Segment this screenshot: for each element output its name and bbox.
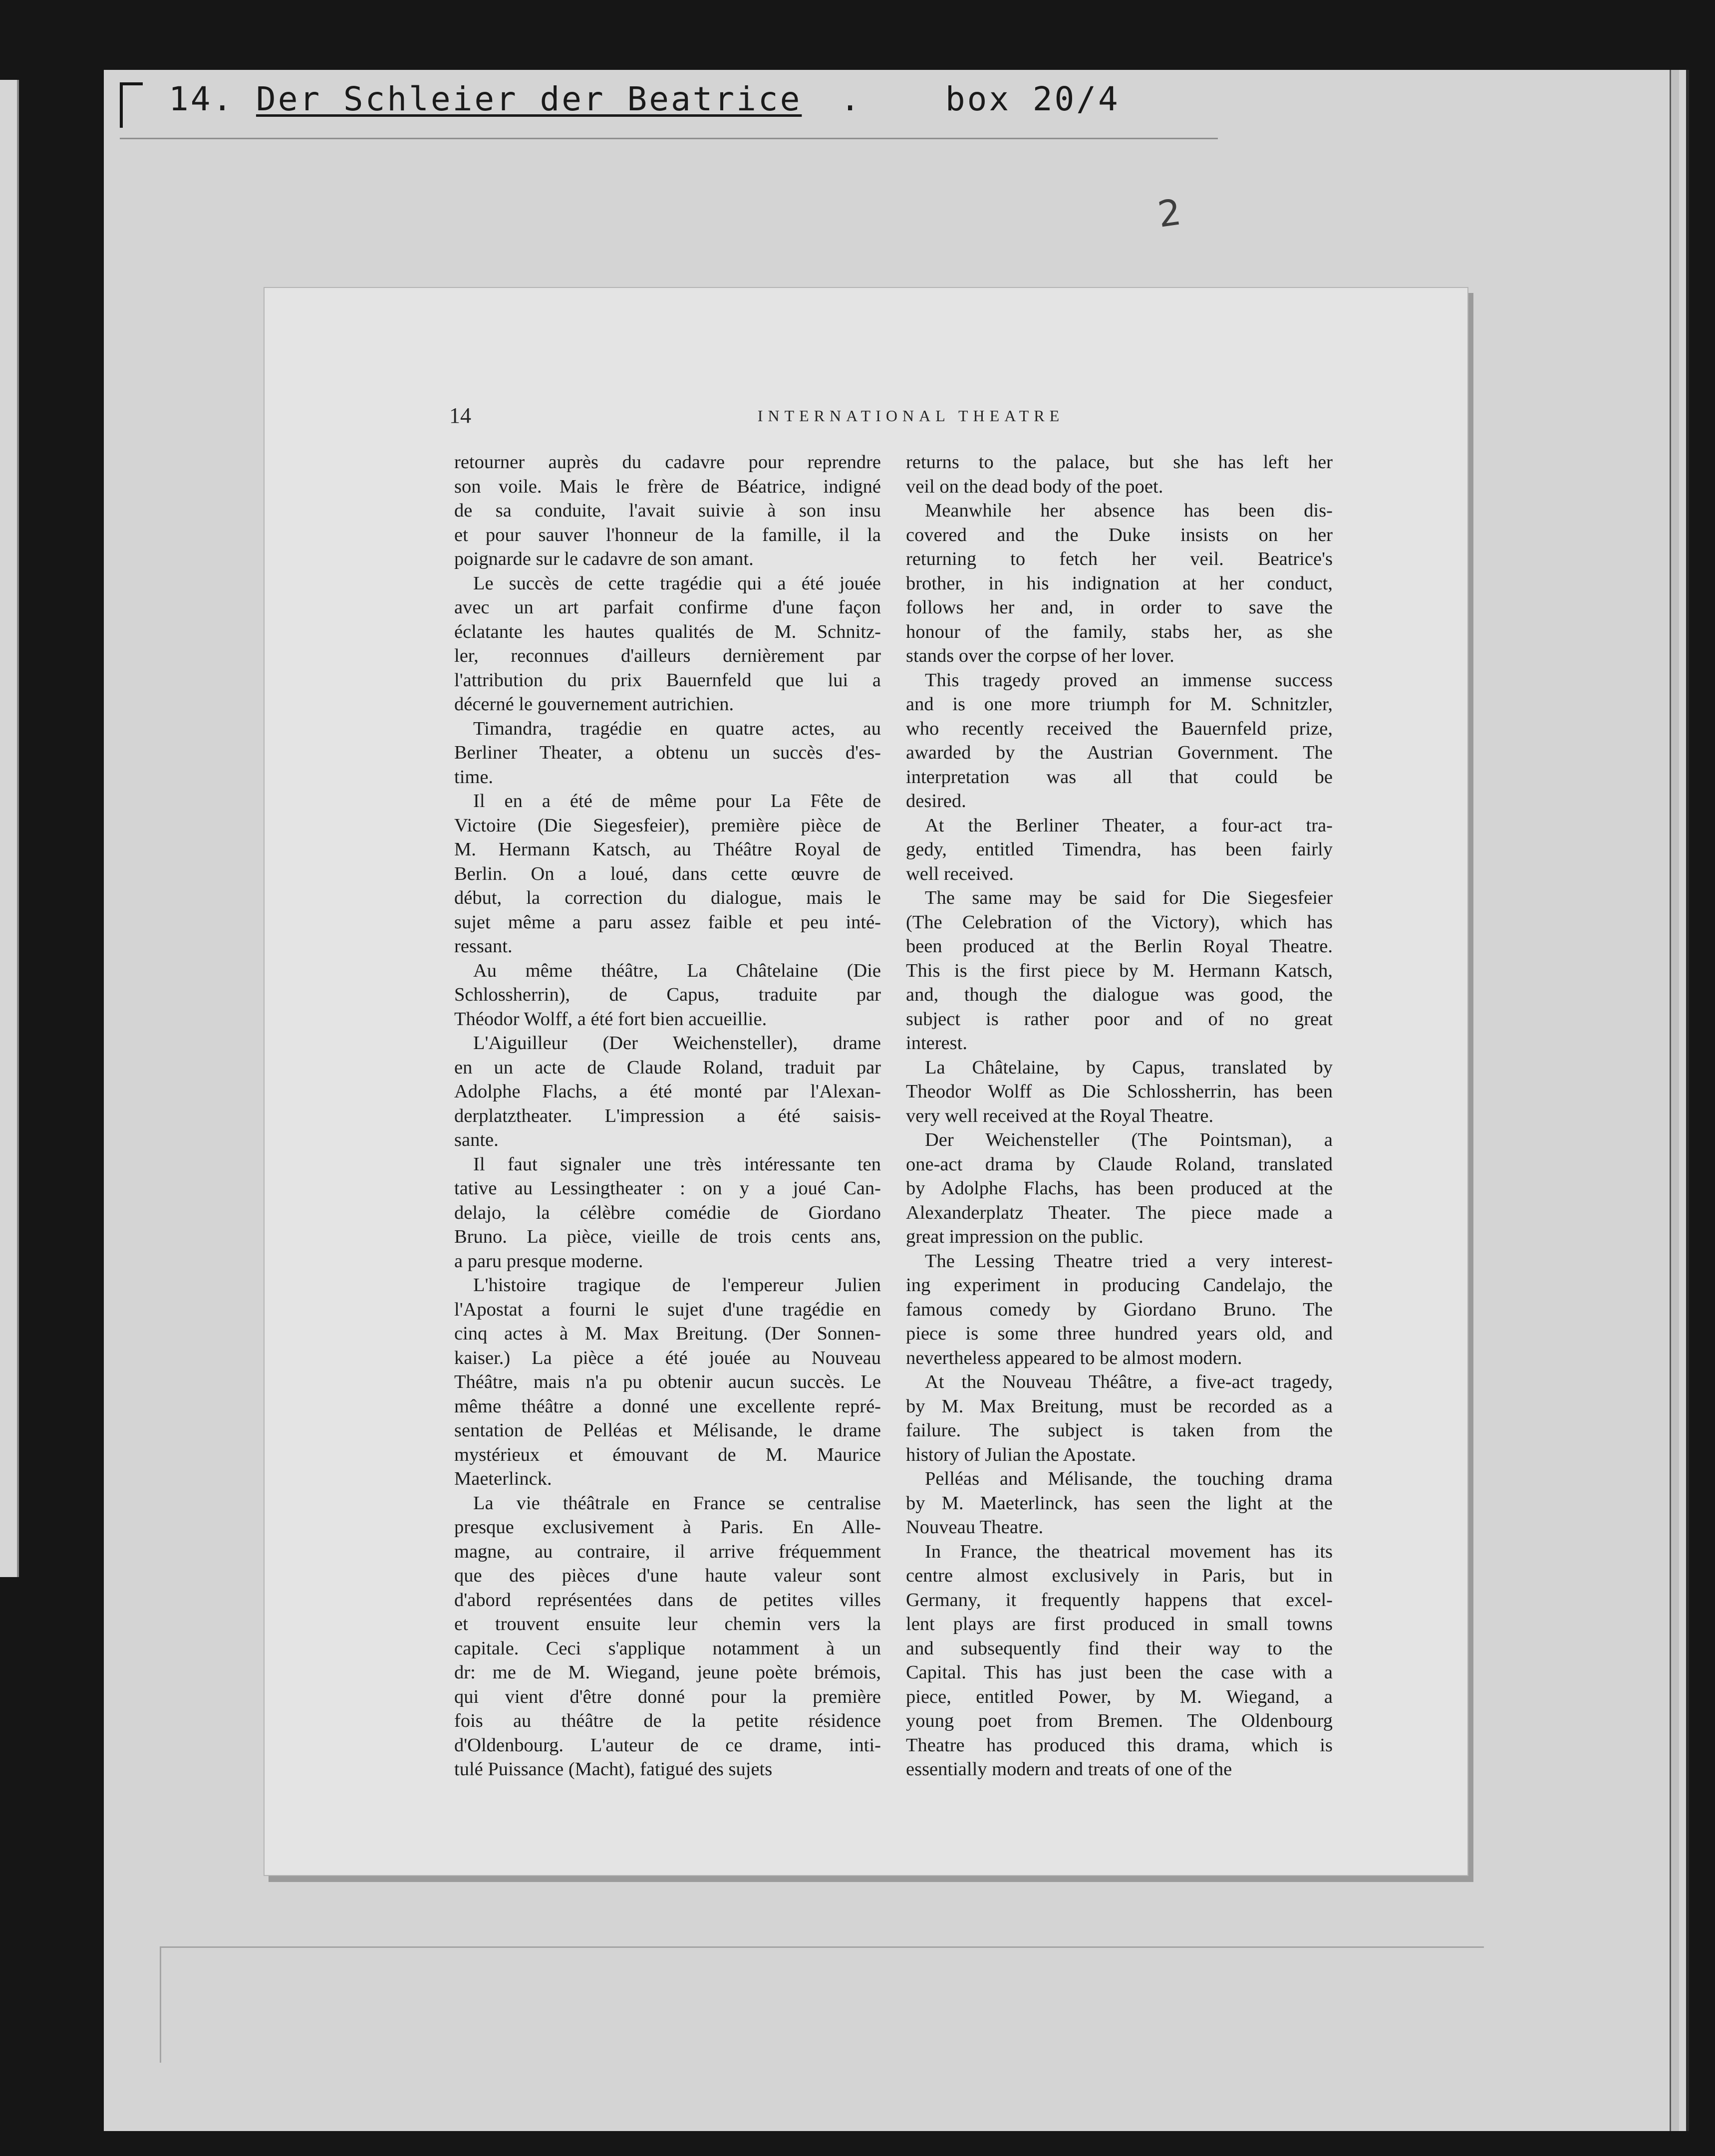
- text-line: subject is rather poor and of no great: [906, 1008, 1333, 1030]
- text-line: l'attribution du prix Bauernfeld que lui a: [454, 669, 881, 691]
- text-line: one-act drama by Claude Roland, translated: [906, 1153, 1333, 1175]
- text-line: desired.: [906, 791, 966, 811]
- text-line: interest.: [906, 1033, 967, 1054]
- text-line: gedy, entitled Timendra, has been fairly: [906, 839, 1333, 860]
- text-line: Theatre has produced this drama, which is: [906, 1734, 1333, 1756]
- text-line: début, la correction du dialogue, mais le: [454, 887, 881, 908]
- adjacent-sheet-edge: [0, 80, 19, 1577]
- text-line: tulé Puissance (Macht), fatigué des sujets: [454, 1759, 773, 1780]
- header-rule: [120, 138, 1218, 139]
- text-line: time.: [454, 766, 494, 788]
- text-line: Theodor Wolff as Die Schlossherrin, has been: [906, 1081, 1333, 1102]
- text-line: The Lessing Theatre tried a very interest-: [925, 1250, 1333, 1272]
- text-line: La vie théâtrale en France se centralise: [473, 1492, 881, 1514]
- text-line: qui vient d'être donné pour la première: [454, 1686, 881, 1707]
- text-line: ing experiment in producing Candelajo, the: [906, 1275, 1333, 1296]
- english-column: [906, 450, 1333, 1782]
- text-line: Berliner Theater, a obtenu un succès d'es-: [454, 742, 881, 763]
- text-line: by M. Maeterlinck, has seen the light at the: [906, 1492, 1333, 1514]
- text-line: fois au théâtre de la petite résidence: [454, 1710, 881, 1731]
- journal-title: INTERNATIONAL THEATRE: [757, 407, 1065, 425]
- text-line: Pelléas and Mélisande, the touching drama: [925, 1468, 1333, 1489]
- text-line: who recently received the Bauernfeld prize,: [906, 718, 1333, 739]
- text-line: history of Julian the Apostate.: [906, 1444, 1136, 1465]
- text-line: honour of the family, stabs her, as she: [906, 621, 1333, 642]
- text-line: retourner auprès du cadavre pour reprendre: [454, 452, 881, 473]
- text-line: ressant.: [454, 936, 513, 957]
- text-line: famous comedy by Giordano Bruno. The: [906, 1299, 1333, 1320]
- text-line: en un acte de Claude Roland, traduit par: [454, 1057, 881, 1078]
- text-line: mystérieux et émouvant de M. Maurice: [454, 1444, 881, 1465]
- text-line: Berlin. On a loué, dans cette œuvre de: [454, 863, 881, 884]
- text-line: The same may be said for Die Siegesfeier: [925, 887, 1333, 908]
- text-line: brother, in his indignation at her conduct,: [906, 572, 1333, 594]
- mount-underlay-outline: [160, 1946, 1484, 2063]
- text-line: and subsequently find their way to the: [906, 1637, 1333, 1659]
- text-line: capitale. Ceci s'applique notamment à un: [454, 1637, 881, 1659]
- text-line: sante.: [454, 1129, 499, 1150]
- text-line: avec un art parfait confirme d'une façon: [454, 597, 881, 618]
- text-line: by Adolphe Flachs, has been produced at the: [906, 1178, 1333, 1199]
- text-line: Germany, it frequently happens that excel-: [906, 1589, 1333, 1611]
- box-label: box 20/4: [945, 80, 1120, 118]
- text-line: d'Oldenbourg. L'auteur de ce drame, inti-: [454, 1734, 881, 1756]
- text-line: covered and the Duke insists on her: [906, 524, 1333, 545]
- pencil-mark: 2: [1155, 191, 1184, 236]
- text-line: well received.: [906, 863, 1014, 884]
- text-line: This tragedy proved an immense success: [925, 669, 1333, 691]
- text-line: and is one more triumph for M. Schnitzler,: [906, 694, 1333, 715]
- text-line: (The Celebration of the Victory), which has: [906, 911, 1333, 933]
- text-line: de sa conduite, l'avait suivie à son insu: [454, 500, 881, 521]
- text-line: lent plays are first produced in small towns: [906, 1614, 1333, 1634]
- clipped-page: [264, 287, 1468, 1876]
- text-line: stands over the corpse of her lover.: [906, 645, 1174, 666]
- text-line: Schlossherrin), de Capus, traduite par: [454, 984, 881, 1005]
- text-line: In France, the theatrical movement has its: [925, 1541, 1333, 1562]
- french-column: [454, 450, 881, 1782]
- folder-title: Der Schleier der Beatrice: [256, 80, 802, 118]
- text-line: follows her and, in order to save the: [906, 597, 1333, 618]
- text-line: Nouveau Theatre.: [906, 1517, 1044, 1538]
- text-line: kaiser.) La pièce a été jouée au Nouveau: [454, 1347, 881, 1368]
- text-line: presque exclusivement à Paris. En Alle-: [454, 1517, 881, 1538]
- text-line: que des pièces d'une haute valeur sont: [454, 1565, 881, 1586]
- text-line: a paru presque moderne.: [454, 1250, 643, 1272]
- text-line: At the Berliner Theater, a four-act tra-: [925, 814, 1333, 836]
- text-line: Victoire (Die Siegesfeier), première pièce de: [454, 814, 881, 836]
- text-line: failure. The subject is taken from the: [906, 1420, 1333, 1441]
- text-line: son voile. Mais le frère de Béatrice, indigné: [454, 476, 881, 497]
- text-line: nevertheless appeared to be almost modern.: [906, 1347, 1242, 1368]
- text-line: l'Apostat a fourni le sujet d'une tragédie en: [454, 1299, 881, 1320]
- text-line: piece is some three hundred years old, and: [906, 1323, 1333, 1344]
- text-line: même théâtre a donné une excellente repré-: [454, 1395, 881, 1417]
- text-line: Capital. This has just been the case with a: [906, 1662, 1333, 1683]
- text-line: returning to fetch her veil. Beatrice's: [906, 548, 1333, 569]
- text-line: Der Weichensteller (The Pointsman), a: [925, 1129, 1333, 1150]
- text-line: Le succès de cette tragédie qui a été jouée: [473, 572, 881, 594]
- text-line: éclatante les hautes qualités de M. Schnitz-: [454, 621, 881, 642]
- text-line: Timandra, tragédie en quatre actes, au: [473, 718, 881, 739]
- text-line: delajo, la célèbre comédie de Giordano: [454, 1202, 881, 1223]
- text-line: derplatztheater. L'impression a été saisis-: [454, 1105, 881, 1126]
- text-line: and, though the dialogue was good, the: [906, 984, 1333, 1005]
- text-line: young poet from Bremen. The Oldenbourg: [906, 1710, 1333, 1731]
- text-line: This is the first piece by M. Hermann Katsch,: [906, 960, 1333, 981]
- text-line: veil on the dead body of the poet.: [906, 476, 1163, 497]
- text-line: décerné le gouvernement autrichien.: [454, 694, 734, 715]
- text-line: very well received at the Royal Theatre.: [906, 1105, 1214, 1126]
- text-line: dr: me de M. Wiegand, jeune poète brémois,: [454, 1662, 881, 1683]
- text-line: Au même théâtre, La Châtelaine (Die: [473, 960, 881, 981]
- folder-header: [169, 80, 1120, 125]
- text-line: cinq actes à M. Max Breitung. (Der Sonnen-: [454, 1323, 881, 1344]
- running-head: [449, 403, 1308, 428]
- text-line: magne, au contraire, il arrive fréquemment: [454, 1541, 881, 1562]
- text-line: returns to the palace, but she has left her: [906, 452, 1333, 473]
- text-line: centre almost exclusively in Paris, but in: [906, 1565, 1333, 1586]
- text-line: d'abord représentées dans de petites villes: [454, 1589, 881, 1611]
- text-line: M. Hermann Katsch, au Théâtre Royal de: [454, 839, 881, 860]
- text-line: Bruno. La pièce, vieille de trois cents ans,: [454, 1226, 881, 1247]
- text-line: sentation de Pelléas et Mélisande, le drame: [454, 1420, 881, 1441]
- text-line: Adolphe Flachs, a été monté par l'Alexan-: [454, 1081, 881, 1102]
- text-line: piece, entitled Power, by M. Wiegand, a: [906, 1686, 1333, 1707]
- text-line: L'histoire tragique de l'empereur Julien: [473, 1275, 881, 1296]
- header-separator: .: [840, 80, 862, 118]
- text-line: Théâtre, mais n'a pu obtenir aucun succès. Le: [454, 1371, 881, 1392]
- text-line: Maeterlinck.: [454, 1468, 552, 1489]
- text-line: Alexanderplatz Theater. The piece made a: [906, 1202, 1333, 1223]
- page-number: 14: [449, 403, 471, 428]
- text-line: ler, reconnues d'ailleurs dernièrement par: [454, 645, 881, 666]
- item-number: 14.: [169, 80, 235, 118]
- text-line: tative au Lessingtheater : on y a joué Can-: [454, 1178, 881, 1199]
- text-line: great impression on the public.: [906, 1226, 1143, 1247]
- text-line: awarded by the Austrian Government. The: [906, 742, 1333, 763]
- text-line: Il faut signaler une très intéressante ten: [473, 1153, 881, 1175]
- text-line: et trouvent ensuite leur chemin vers la: [454, 1614, 881, 1634]
- text-line: Meanwhile her absence has been dis-: [925, 500, 1333, 521]
- text-line: essentially modern and treats of one of the: [906, 1759, 1232, 1780]
- text-line: L'Aiguilleur (Der Weichensteller), drame: [473, 1033, 881, 1054]
- text-line: sujet même a paru assez faible et peu inté-: [454, 911, 881, 933]
- text-line: interpretation was all that could be: [906, 766, 1333, 788]
- text-line: La Châtelaine, by Capus, translated by: [925, 1057, 1333, 1078]
- text-line: At the Nouveau Théâtre, a five-act tragedy,: [925, 1371, 1333, 1392]
- text-line: been produced at the Berlin Royal Theatre.: [906, 936, 1333, 957]
- corner-bracket: [120, 82, 143, 128]
- mounting-card-edge: [1670, 70, 1679, 2131]
- text-line: Il en a été de même pour La Fête de: [473, 791, 881, 811]
- text-line: Théodor Wolff, a été fort bien accueillie.: [454, 1008, 767, 1030]
- text-line: poignarde sur le cadavre de son amant.: [454, 548, 754, 569]
- text-line: by M. Max Breitung, must be recorded as a: [906, 1395, 1333, 1417]
- text-line: et pour sauver l'honneur de la famille, il la: [454, 524, 881, 545]
